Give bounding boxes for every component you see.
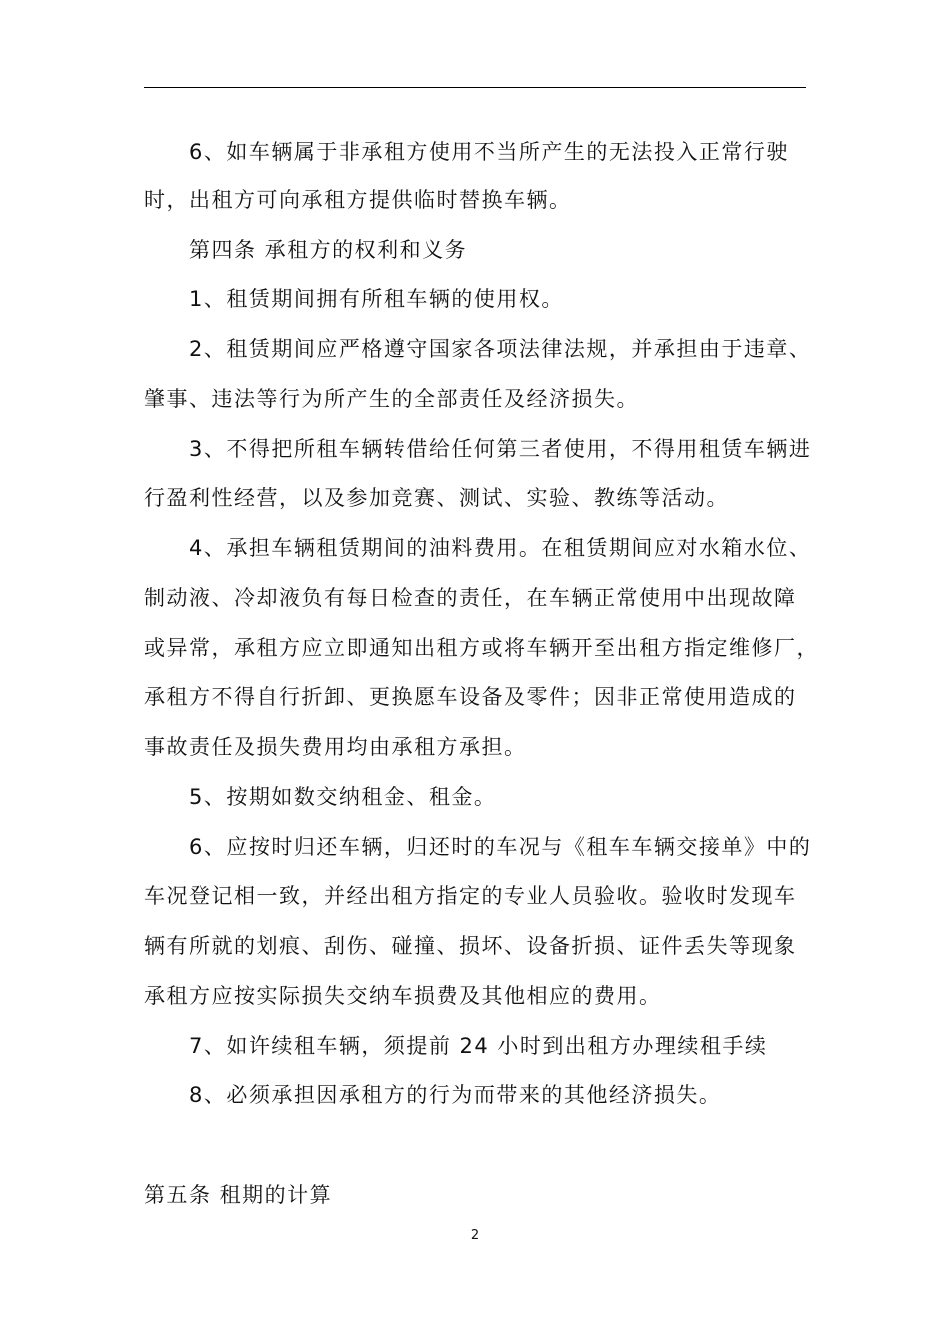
item-6-line-3: 辆有所就的划痕、刮伤、碰撞、损坏、设备折损、证件丢失等现象 [144, 934, 797, 958]
clause-4-6-line-2: 时，出租方可向承租方提供临时替换车辆。 [144, 188, 572, 212]
item-8: 8、必须承担因承租方的行为而带来的其他经济损失。 [189, 1083, 722, 1107]
item-4-line-3: 或异常，承租方应立即通知出租方或将车辆开至出租方指定维修厂， [144, 636, 819, 660]
item-7: 7、如许续租车辆，须提前 24 小时到出租方办理续租手续 [189, 1034, 768, 1058]
header-rule [144, 87, 806, 88]
item-4-line-2: 制动液、冷却液负有每日检查的责任，在车辆正常使用中出现故障 [144, 586, 797, 610]
item-6-line-4: 承租方应按实际损失交纳车损费及其他相应的费用。 [144, 984, 662, 1008]
item-4-line-5: 事故责任及损失费用均由承租方承担。 [144, 735, 527, 759]
item-2-line-1: 2、租赁期间应严格遵守国家各项法律法规，并承担由于违章、 [189, 337, 812, 361]
page-number: 2 [470, 1228, 480, 1243]
item-3-line-1: 3、不得把所租车辆转借给任何第三者使用，不得用租赁车辆进 [189, 437, 812, 461]
item-6-line-1: 6、应按时归还车辆，归还时的车况与《租车车辆交接单》中的 [189, 835, 812, 859]
article-4-heading: 第四条 承租方的权利和义务 [189, 238, 468, 262]
item-5: 5、按期如数交纳租金、租金。 [189, 785, 497, 809]
article-5-heading: 第五条 租期的计算 [144, 1183, 333, 1207]
item-4-line-4: 承租方不得自行折卸、更换愿车设备及零件；因非正常使用造成的 [144, 685, 797, 709]
item-2-line-2: 肇事、违法等行为所产生的全部责任及经济损失。 [144, 387, 639, 411]
clause-4-6-line-1: 6、如车辆属于非承租方使用不当所产生的无法投入正常行驶 [189, 140, 789, 164]
item-4-line-1: 4、承担车辆租赁期间的油料费用。在租赁期间应对水箱水位、 [189, 536, 812, 560]
item-3-line-2: 行盈利性经营，以及参加竞赛、测试、实验、教练等活动。 [144, 486, 729, 510]
item-6-line-2: 车况登记相一致，并经出租方指定的专业人员验收。验收时发现车 [144, 884, 797, 908]
item-1: 1、租赁期间拥有所租车辆的使用权。 [189, 287, 564, 311]
